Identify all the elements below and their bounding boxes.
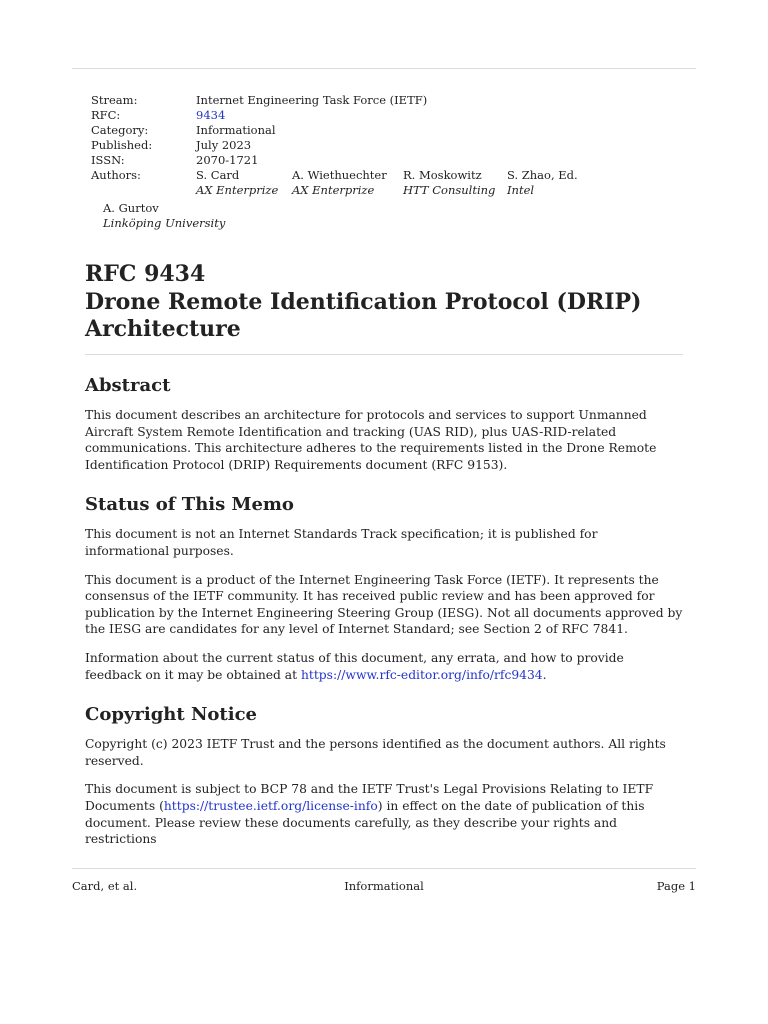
copyright-paragraph: Copyright (c) 2023 IETF Trust and the persons identified as the document authors. All rights reserved. <box>85 737 666 768</box>
author-name: S. Zhao, Ed. <box>507 168 578 182</box>
meta-category-label: Category: <box>91 123 149 137</box>
meta-rfc-label: RFC: <box>91 108 121 122</box>
rfc-editor-link[interactable]: https://www.rfc-editor.org/info/rfc9434 <box>301 667 543 682</box>
author-name: R. Moskowitz <box>403 168 482 182</box>
abstract-section <box>85 374 683 473</box>
abstract-heading: Abstract <box>85 375 171 396</box>
title-line: Architecture <box>85 316 241 342</box>
author-org: AX Enterprize <box>292 183 375 197</box>
status-heading: Status of This Memo <box>85 494 294 516</box>
meta-issn-label: ISSN: <box>91 153 125 167</box>
status-text: Information about the current status of this document, any errata, and how to provide feedback on it may be obtained at <box>85 650 624 682</box>
meta-stream-label: Stream: <box>91 93 138 107</box>
meta-published-label: Published: <box>91 138 153 152</box>
author-org: Linköping University <box>103 216 226 230</box>
copyright-text: This document is subject to BCP 78 and the IETF Trust's Legal Provisions Relating to IETF Documents ( <box>85 782 654 813</box>
meta-category-value: Informational <box>196 123 276 137</box>
author-name: S. Card <box>196 168 240 182</box>
copyright-paragraph <box>85 781 683 847</box>
meta-issn-value: 2070-1721 <box>196 153 259 167</box>
document-body <box>85 374 683 868</box>
meta-stream-value: Internet Engineering Task Force (IETF) <box>196 93 428 107</box>
copyright-section <box>85 703 683 848</box>
author-name: A. Wiethuechter <box>292 168 387 182</box>
author-name: A. Gurtov <box>103 201 159 215</box>
meta-authors-label: Authors: <box>91 168 141 182</box>
author-org: HTT Consulting <box>403 183 496 197</box>
copyright-text: ) in effect on the date of publication of this document. Please review these documents carefully, as they describe your rights and restrictions <box>85 798 645 847</box>
status-section <box>85 493 683 683</box>
title-line: Drone Remote Identification Protocol (DRIP) <box>85 288 642 315</box>
status-paragraph <box>85 650 683 683</box>
footer-authors: Card, et al. <box>72 879 138 893</box>
trustee-license-link[interactable]: https://trustee.ietf.org/license-info <box>163 798 378 813</box>
title-rfc-number: RFC 9434 <box>85 261 206 287</box>
meta-rfc-link[interactable]: 9434 <box>196 108 226 122</box>
author-org: AX Enterprize <box>196 183 279 197</box>
author-org: Intel <box>507 183 535 197</box>
status-paragraph: This document is a product of the Internet Engineering Task Force (IETF). It represents the consensus of the IETF community. It has received public review and has been approved for publication by the Internet Engineering Steering Group (IESG). Not all documents approved by the IESG are candidates for any level of Internet Standard; see Section 2 of RFC 7841. <box>85 572 683 637</box>
status-paragraph: This document is not an Internet Standards Track specification; it is published for informational purposes. <box>85 527 598 558</box>
meta-published-value: July 2023 <box>196 138 252 152</box>
copyright-heading: Copyright Notice <box>85 704 257 726</box>
status-text: . <box>542 667 547 682</box>
abstract-paragraph: This document describes an architecture for protocols and services to support Unmanned Aircraft System Remote Identification and tracking (UAS RID), plus UAS-RID-related communications. This architecture adheres to the requirements listed in the Drone Remote Identification Protocol (DRIP) Requirements document (RFC 9153). <box>85 408 657 472</box>
footer-rule <box>72 868 696 869</box>
footer-category: Informational <box>344 879 424 893</box>
footer-page-number: Page 1 <box>656 879 696 893</box>
